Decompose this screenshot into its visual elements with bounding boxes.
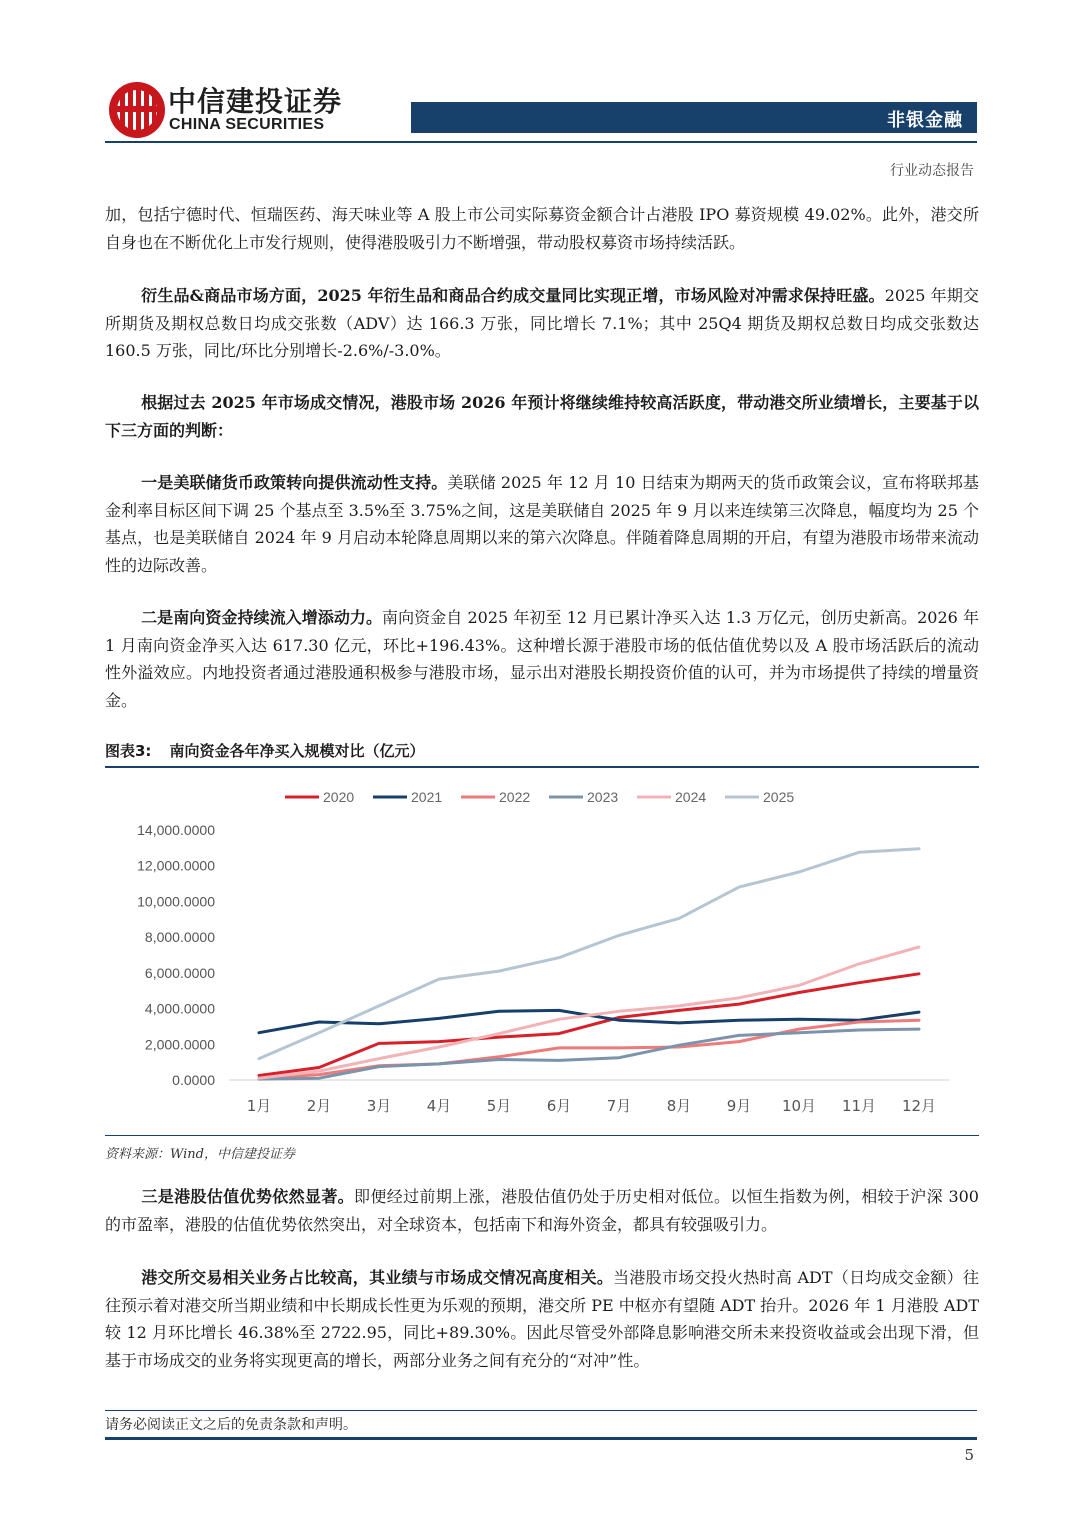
y-tick-label: 12,000.0000: [137, 857, 215, 874]
page-number: 5: [964, 1446, 974, 1464]
x-tick-label: 2月: [306, 1097, 332, 1115]
paragraph-valuation: 三是港股估值优势依然显著。即便经过前期上涨，港股估值仍处于历史相对低位。以恒生指数为例，相较于沪深 300 的市盈率，港股的估值优势依然突出，对全球资本，包括南下和海外资金，都具有较强吸引力。: [105, 1187, 979, 1234]
figure-top-rule: [105, 766, 979, 768]
chart-legend: [285, 789, 794, 805]
legend-label-2024: 2024: [675, 789, 707, 805]
y-tick-label: 14,000.0000: [137, 822, 215, 838]
y-tick-label: 4,000.0000: [144, 1000, 215, 1017]
chart-series: [259, 849, 919, 1079]
legend-label-2021: 2021: [411, 789, 443, 805]
report-type: 行业动态报告: [890, 163, 974, 179]
paragraph-derivatives: 衍生品&商品市场方面，2025 年衍生品和商品合约成交量同比实现正增，市场风险对冲需求保持旺盛。2025 年期交所期货及期权总数日均成交张数（ADV）达 166.3 万张，同比增长 7.1%；其中 25Q4 期货及期权总数日均成交张数达 160.5 万张，同比/环比分别增长-2.6%/-3.0%。: [105, 286, 979, 360]
figure-caption: 南向资金各年净买入规模对比（亿元）: [169, 742, 425, 760]
paragraph-outlook: 根据过去 2025 年市场成交情况，港股市场 2026 年预计将继续维持较高活跃度，带动港交所业绩增长，主要基于以下三方面的判断：: [105, 393, 979, 440]
x-tick-label: 5月: [486, 1097, 512, 1115]
footer-rule-thin: [105, 1410, 977, 1411]
y-tick-label: 6,000.0000: [144, 964, 215, 981]
legend-label-2025: 2025: [763, 789, 795, 805]
figure-number: 图表3:: [105, 742, 152, 760]
x-axis: [247, 1097, 936, 1115]
x-tick-label: 3月: [366, 1097, 392, 1115]
y-tick-label: 2,000.0000: [144, 1036, 215, 1053]
footer-rule-thick: [105, 1437, 977, 1440]
x-tick-label: 9月: [726, 1097, 752, 1115]
paragraph-southbound: 二是南向资金持续流入增添动力。南向资金自 2025 年初至 12 月已累计净买入达 1.3 万亿元，创历史新高。2026 年 1 月南向资金净买入达 617.30 亿元，环比+196.43%。这种增长源于港股市场的低估值优势以及 A 股市场活跃后的流动性外溢效应。内地投资者通过港股通积极参与港股市场，显示出对港股长期投资价值的认可，并为市场提供了持续的增量资金。: [105, 608, 979, 710]
y-tick-label: 0.0000: [172, 1072, 215, 1088]
x-tick-label: 11月: [841, 1097, 877, 1115]
disclaimer-note: 请务必阅读正文之后的免责条款和声明。: [105, 1417, 357, 1433]
figure-title: [105, 740, 424, 761]
figure-bottom-rule: [105, 1135, 979, 1136]
paragraph-hkex-business: 港交所交易相关业务占比较高，其业绩与市场成交情况高度相关。当港股市场交投火热时高 ADT（日均成交金额）往往预示着对港交所当期业绩和中长期成长性更为乐观的预期，港交所 PE 中枢亦有望随 ADT 抬升。2026 年 1 月港股 ADT 较 12 月环比增长 46.38%至 2722.95，同比+89.30%。因此尽管受外部降息影响港交所未来投资收益或会出现下滑，但基于市场成交的业务将实现更高的增长，两部分业务之间有充分的“对冲”性。: [105, 1268, 979, 1370]
brand-name-en: CHINA SECURITIES: [169, 116, 325, 133]
paragraph-ipo: 加，包括宁德时代、恒瑞医药、海天味业等 A 股上市公司实际募资金额合计占港股 IPO 募资规模 49.02%。此外，港交所自身也在不断优化上市发行规则，使得港股吸引力不断增强，带动股权募资市场持续活跃。: [105, 205, 979, 252]
legend-label-2020: 2020: [323, 789, 355, 805]
x-tick-label: 12月: [901, 1097, 937, 1115]
series-line-2023: [259, 1029, 919, 1079]
header-divider: [105, 141, 977, 143]
y-tick-label: 10,000.0000: [137, 893, 215, 910]
legend-label-2023: 2023: [587, 789, 619, 805]
china-securities-logo-icon: [107, 80, 167, 140]
y-tick-label: 8,000.0000: [144, 929, 215, 946]
southbound-line-chart: [105, 770, 979, 1132]
paragraph-fed-policy: 一是美联储货币政策转向提供流动性支持。美联储 2025 年 12 月 10 日结束为期两天的货币政策会议，宣布将联邦基金利率目标区间下调 25 个基点至 3.5%至 3.75%之间，这是美联储自 2025 年 9 月以来连续第三次降息，幅度均为 25 个基点，也是美联储自 2024 年 9 月启动本轮降息周期以来的第六次降息。伴随着降息周期的开启，有望为港股市场带来流动性的边际改善。: [105, 473, 979, 575]
brand-name-cn: 中信建投证券: [168, 85, 343, 118]
x-tick-label: 6月: [546, 1097, 572, 1115]
sector-label: 非银金融: [887, 110, 963, 131]
x-tick-label: 10月: [781, 1097, 817, 1115]
legend-label-2022: 2022: [499, 789, 531, 805]
x-tick-label: 7月: [606, 1097, 632, 1115]
x-tick-label: 1月: [246, 1097, 272, 1115]
sector-banner: [411, 102, 977, 133]
x-tick-label: 8月: [666, 1097, 692, 1115]
figure-source: 资料来源：Wind，中信建投证券: [105, 1147, 295, 1162]
x-tick-label: 4月: [426, 1097, 452, 1115]
y-axis: [137, 822, 215, 1088]
